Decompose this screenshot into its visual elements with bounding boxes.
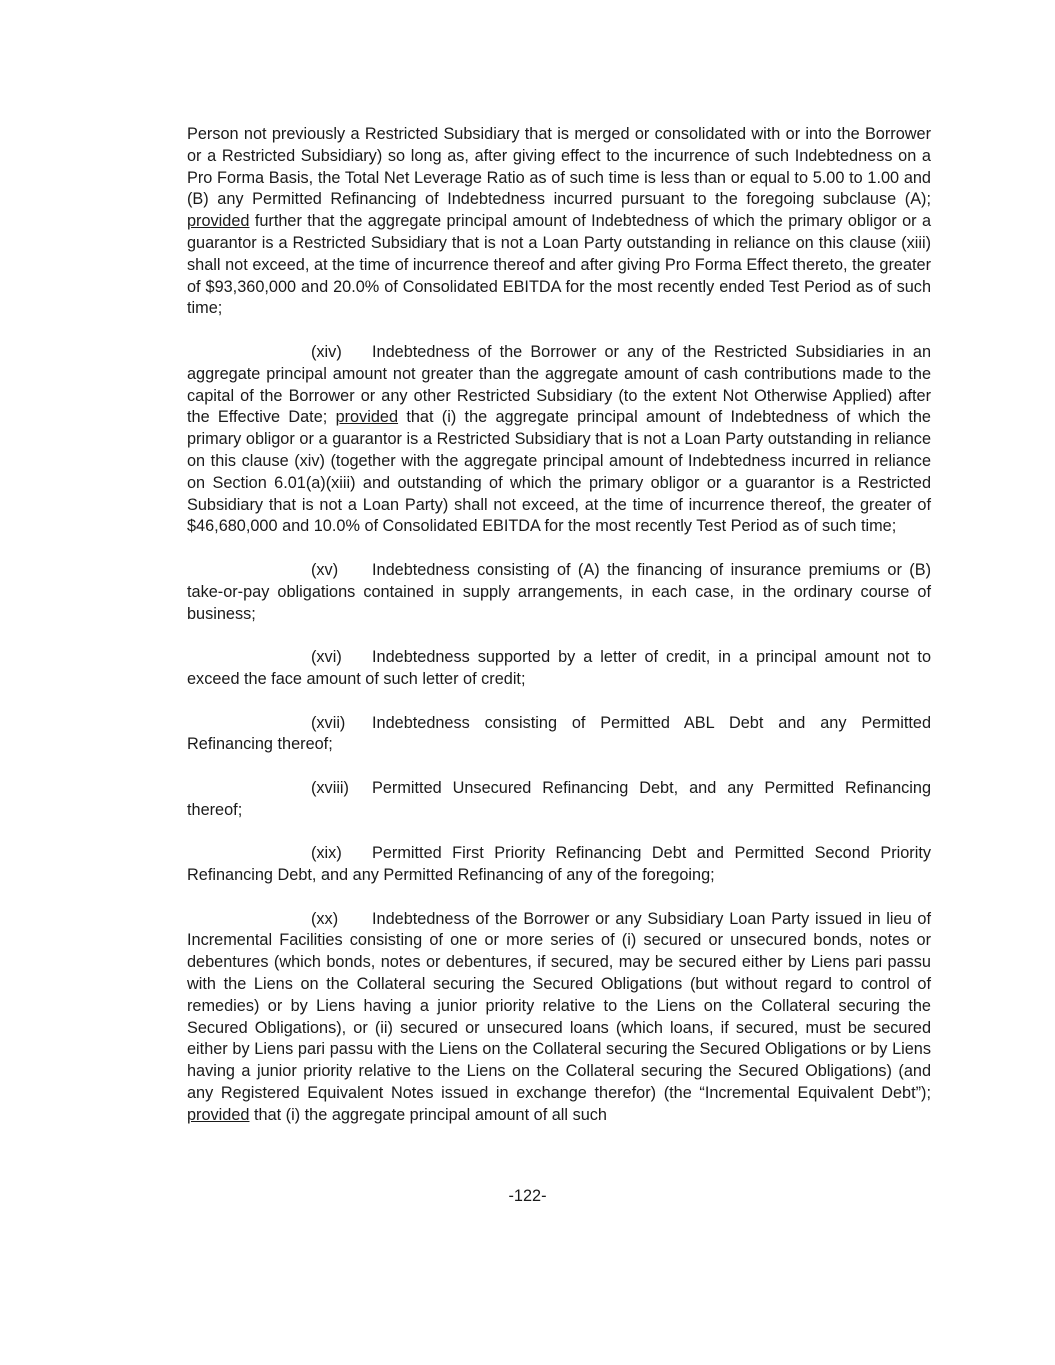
paragraph-xiv: [187, 342, 931, 538]
paragraph-xvii: [187, 713, 931, 757]
paragraph-text: Indebtedness supported by a letter of credit, in a principal amount not to exceed the face amount of such letter of credit;: [187, 648, 931, 688]
page-number: -122-: [508, 1187, 547, 1205]
paragraph-text: Indebtedness of the Borrower or any Subsidiary Loan Party issued in lieu of Incremental Facilities consisting of one or more series of (i) secured or unsecured bonds, notes or debentures (which bonds, notes or debentures, if secured, may be secured either by Liens pari passu with the Liens on the Collateral securing the Secured Obligations (but without regard to control of remedies) or by Liens having a junior priority relative to the Liens on the Collateral securing the Secured Obligations), or (ii) secured or unsecured loans (which loans, if secured, must be secured either by Liens pari passu with the Liens on the Collateral securing the Secured Obligations or by Liens having a junior priority relative to the Liens on the Collateral securing the Secured Obligations) (and any Registered Equivalent Notes issued in exchange therefor) (the “Incremental Equivalent Debt”);: [187, 909, 931, 1103]
paragraph-text: Person not previously a Restricted Subsidiary that is merged or consolidated with or into the Borrower or a Restricted Subsidiary) so long as, after giving effect to the incurrence of such Indebtedness on a Pro Forma Basis, the Total Net Leverage Ratio as of such time is less than or equal to 5.00 to 1.00 and (B) any Permitted Refinancing of Indebtedness incurred pursuant to the foregoing subclause (A);: [187, 125, 931, 209]
underlined-term: provided: [187, 1105, 250, 1124]
clause-number: (xx): [311, 909, 339, 928]
paragraph-xiii-continuation: [187, 124, 931, 320]
paragraph-xviii: [187, 778, 931, 822]
paragraph-text: Indebtedness consisting of (A) the financing of insurance premiums or (B) take-or-pay obligations contained in supply arrangements, in each case, in the ordinary course of business;: [187, 560, 931, 623]
document-body: [187, 124, 931, 1148]
clause-number: (xiv): [311, 342, 342, 361]
clause-number: (xix): [311, 844, 342, 863]
paragraph-text: Indebtedness consisting of Permitted ABL Debt and any Permitted Refinancing thereof;: [187, 713, 931, 754]
paragraph-xvi: [187, 647, 931, 691]
paragraph-text: that (i) the aggregate principal amount of Indebtedness of which the primary obligor or a guarantor is a Restricted Subsidiary that is not a Loan Party outstanding in reliance on this clause (xiv) (together with the aggregate principal amount of Indebtedness incurred in reliance on Section 6.01(a)(xiii) and outstanding of which the primary obligor or a guarantor is a Restricted Subsidiary that is not a Loan Party) shall not exceed, at the time of incurrence thereof, the greater of $46,680,000 and 10.0% of Consolidated EBITDA for the most recently Test Period as of such time;: [187, 408, 931, 536]
underlined-term: provided: [187, 212, 250, 231]
paragraph-text: Permitted First Priority Refinancing Debt and Permitted Second Priority Refinancing Debt, and any Permitted Refinancing of any of the foregoing;: [187, 844, 931, 885]
paragraph-text: Indebtedness of the Borrower or any of the Restricted Subsidiaries in an aggregate principal amount not greater than the aggregate amount of cash contributions made to the capital of the Borrower or any other Restricted Subsidiary (to the extent Not Otherwise Applied) after the Effective Date;: [187, 342, 931, 427]
paragraph-xv: [187, 560, 931, 625]
underlined-term: provided: [335, 408, 399, 427]
clause-number: (xv): [311, 560, 339, 579]
clause-number: (xviii): [311, 778, 349, 797]
paragraph-xix: [187, 843, 931, 887]
paragraph-xx: [187, 909, 931, 1127]
paragraph-text: Permitted Unsecured Refinancing Debt, and any Permitted Refinancing thereof;: [187, 778, 931, 819]
paragraph-text: further that the aggregate principal amount of Indebtedness of which the primary obligor or a guarantor is a Restricted Subsidiary that is not a Loan Party outstanding in reliance on this clause (xiii) shall not exceed, at the time of incurrence thereof and after giving Pro Forma Effect thereto, the greater of $93,360,000 and 20.0% of Consolidated EBITDA for the most recently ended Test Period as of such time;: [187, 212, 931, 318]
clause-number: (xvii): [311, 713, 346, 732]
clause-number: (xvi): [311, 648, 342, 667]
paragraph-text: that (i) the aggregate principal amount of all such: [249, 1105, 607, 1124]
